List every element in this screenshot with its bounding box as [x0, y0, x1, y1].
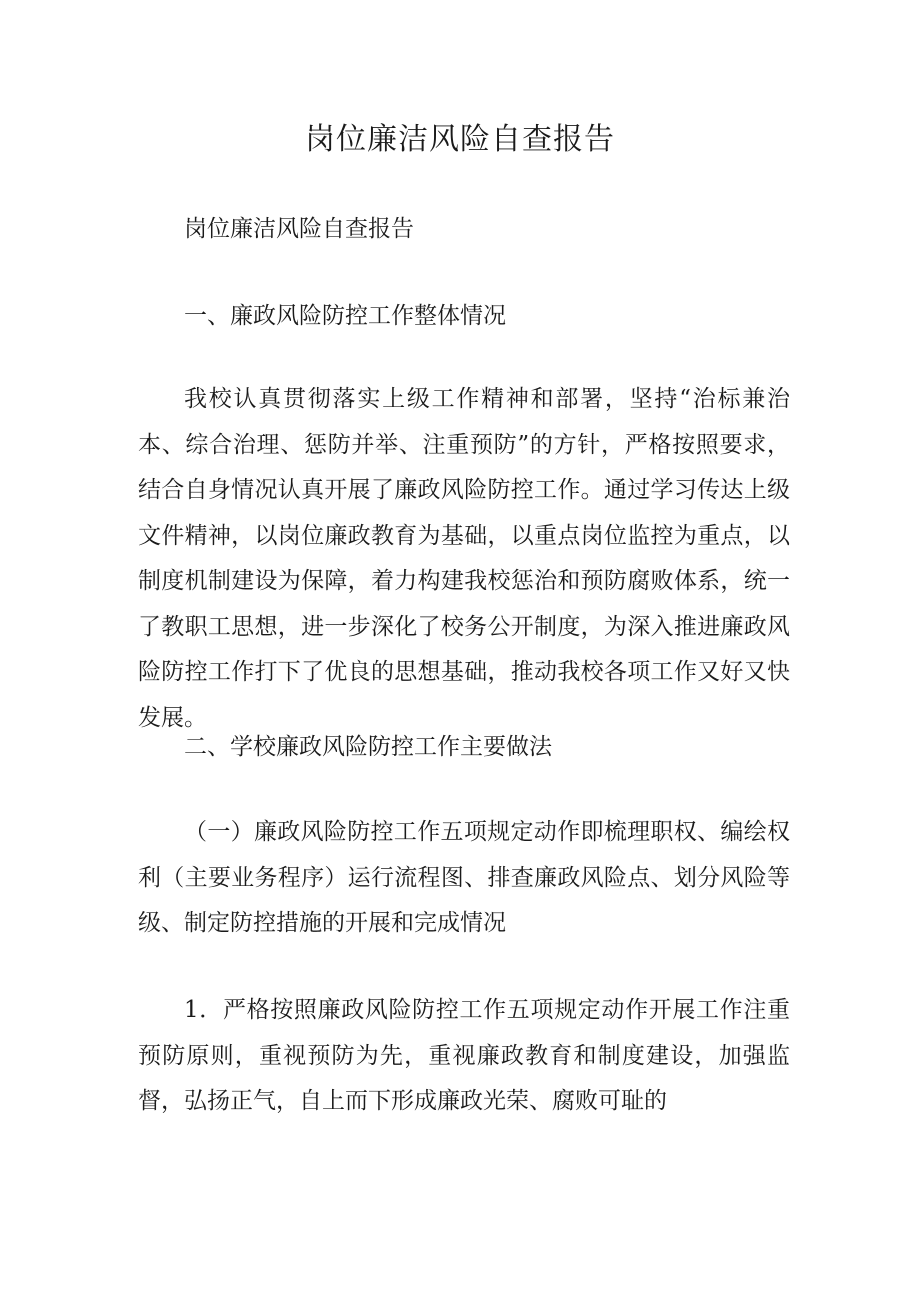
document-title: 岗位廉洁风险自查报告: [305, 122, 615, 157]
body-paragraph-1: 我校认真贯彻落实上级工作精神和部署，坚持“治标兼治本、综合治理、惩防并举、注重预防”的方针，严格按照要求，结合自身情况认真开展了廉政风险防控工作。通过学习传达上级文件精神，以岗位廉政教育为基础，以重点岗位监控为重点，以制度机制建设为保障，着力构建我校惩治和预防腐败体系，统一了教职工思想，进一步深化了校务公开制度，为深入推进廉政风险防控工作打下了优良的思想基础，推动我校各项工作又好又快发展。: [138, 386, 790, 731]
section-heading-1: 一、廉政风险防控工作整体情况: [184, 303, 506, 329]
subsection-paragraph-1: （一）廉政风险防控工作五项规定动作即梳理职权、编绘权利（主要业务程序）运行流程图、排查廉政风险点、划分风险等级、制定防控措施的开展和完成情况: [138, 819, 790, 936]
section-heading-2: 二、学校廉政风险防控工作主要做法: [184, 734, 552, 760]
subtitle-paragraph: 岗位廉洁风险自查报告: [184, 216, 414, 242]
body-paragraph-2: 1．严格按照廉政风险防控工作五项规定动作开展工作注重预防原则，重视预防为先，重视廉政教育和制度建设，加强监督，弘扬正气，自上而下形成廉政光荣、腐败可耻的: [138, 997, 790, 1114]
